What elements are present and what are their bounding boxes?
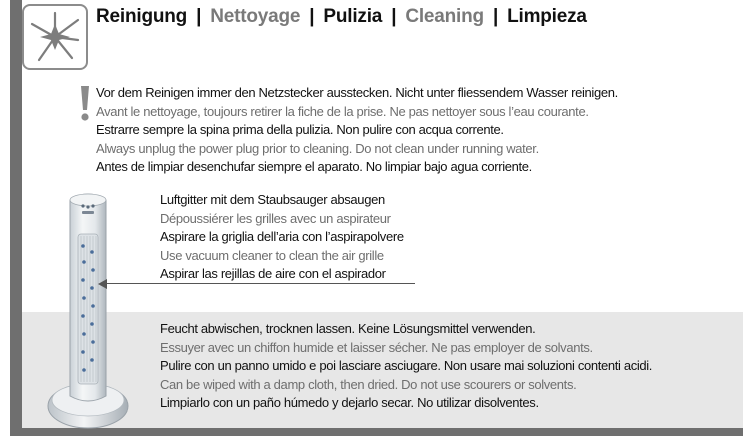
exclamation-icon <box>77 84 93 124</box>
sparkle-star-graphic <box>28 10 82 64</box>
wipe-text-block <box>160 320 652 413</box>
grille-text-block <box>160 191 404 284</box>
page-frame-left <box>10 0 22 436</box>
warning-line: Always unplug the power plug prior to cleaning. Do not clean under running water. <box>96 140 539 156</box>
header-title: Reinigung <box>96 6 188 27</box>
callout-arrow-icon <box>98 279 107 289</box>
header-title: Cleaning <box>405 6 484 27</box>
section-header <box>96 6 587 28</box>
header-separator: | <box>309 6 315 27</box>
tower-fan-illustration <box>40 186 136 434</box>
warning-line: Avant le nettoyage, toujours retirer la fiche de la prise. Ne pas nettoyer sous l’eau courante. <box>96 103 589 119</box>
header-separator: | <box>492 6 499 27</box>
grille-line: Dépoussiérer les grilles avec un aspirateur <box>160 210 391 226</box>
warning-line: Vor dem Reinigen immer den Netzstecker ausstecken. Nicht unter fliessendem Wasser reinigen. <box>96 85 618 100</box>
grille-line: Aspirare la griglia dell’aria con l’aspirapolvere <box>160 229 404 244</box>
sparkle-star-icon <box>22 4 88 70</box>
wipe-line: Essuyer avec un chiffon humide et laisser sécher. Ne pas employer de solvants. <box>160 339 593 355</box>
header-title: Limpieza <box>507 6 587 27</box>
header-separator: | <box>391 6 397 27</box>
wipe-line: Limpiarlo con un paño húmedo y dejarlo secar. No utilizar disolventes. <box>160 395 539 410</box>
grille-line: Luftgitter mit dem Staubsauger absaugen <box>160 192 385 207</box>
header-title: Nettoyage <box>210 6 301 27</box>
wipe-line: Can be wiped with a damp cloth, then dried. Do not use scourers or solvents. <box>160 376 577 392</box>
header-title: Pulizia <box>323 6 383 27</box>
wipe-line: Feucht abwischen, trocknen lassen. Keine Lösungsmittel verwenden. <box>160 321 536 336</box>
wipe-line: Pulire con un panno umido e poi lasciare asciugare. Non usare mai soluzioni contenti acidi. <box>160 358 653 373</box>
grille-line: Aspirar las rejillas de aire con el aspirador <box>160 266 386 281</box>
header-separator: | <box>196 6 202 27</box>
warning-text-block <box>96 84 618 177</box>
warning-line: Estrarre sempre la spina prima della pulizia. Non pulire con acqua corrente. <box>96 122 504 137</box>
warning-line: Antes de limpiar desenchufar siempre el aparato. No limpiar bajo agua corriente. <box>96 159 532 174</box>
grille-line: Use vacuum cleaner to clean the air grille <box>160 247 384 263</box>
